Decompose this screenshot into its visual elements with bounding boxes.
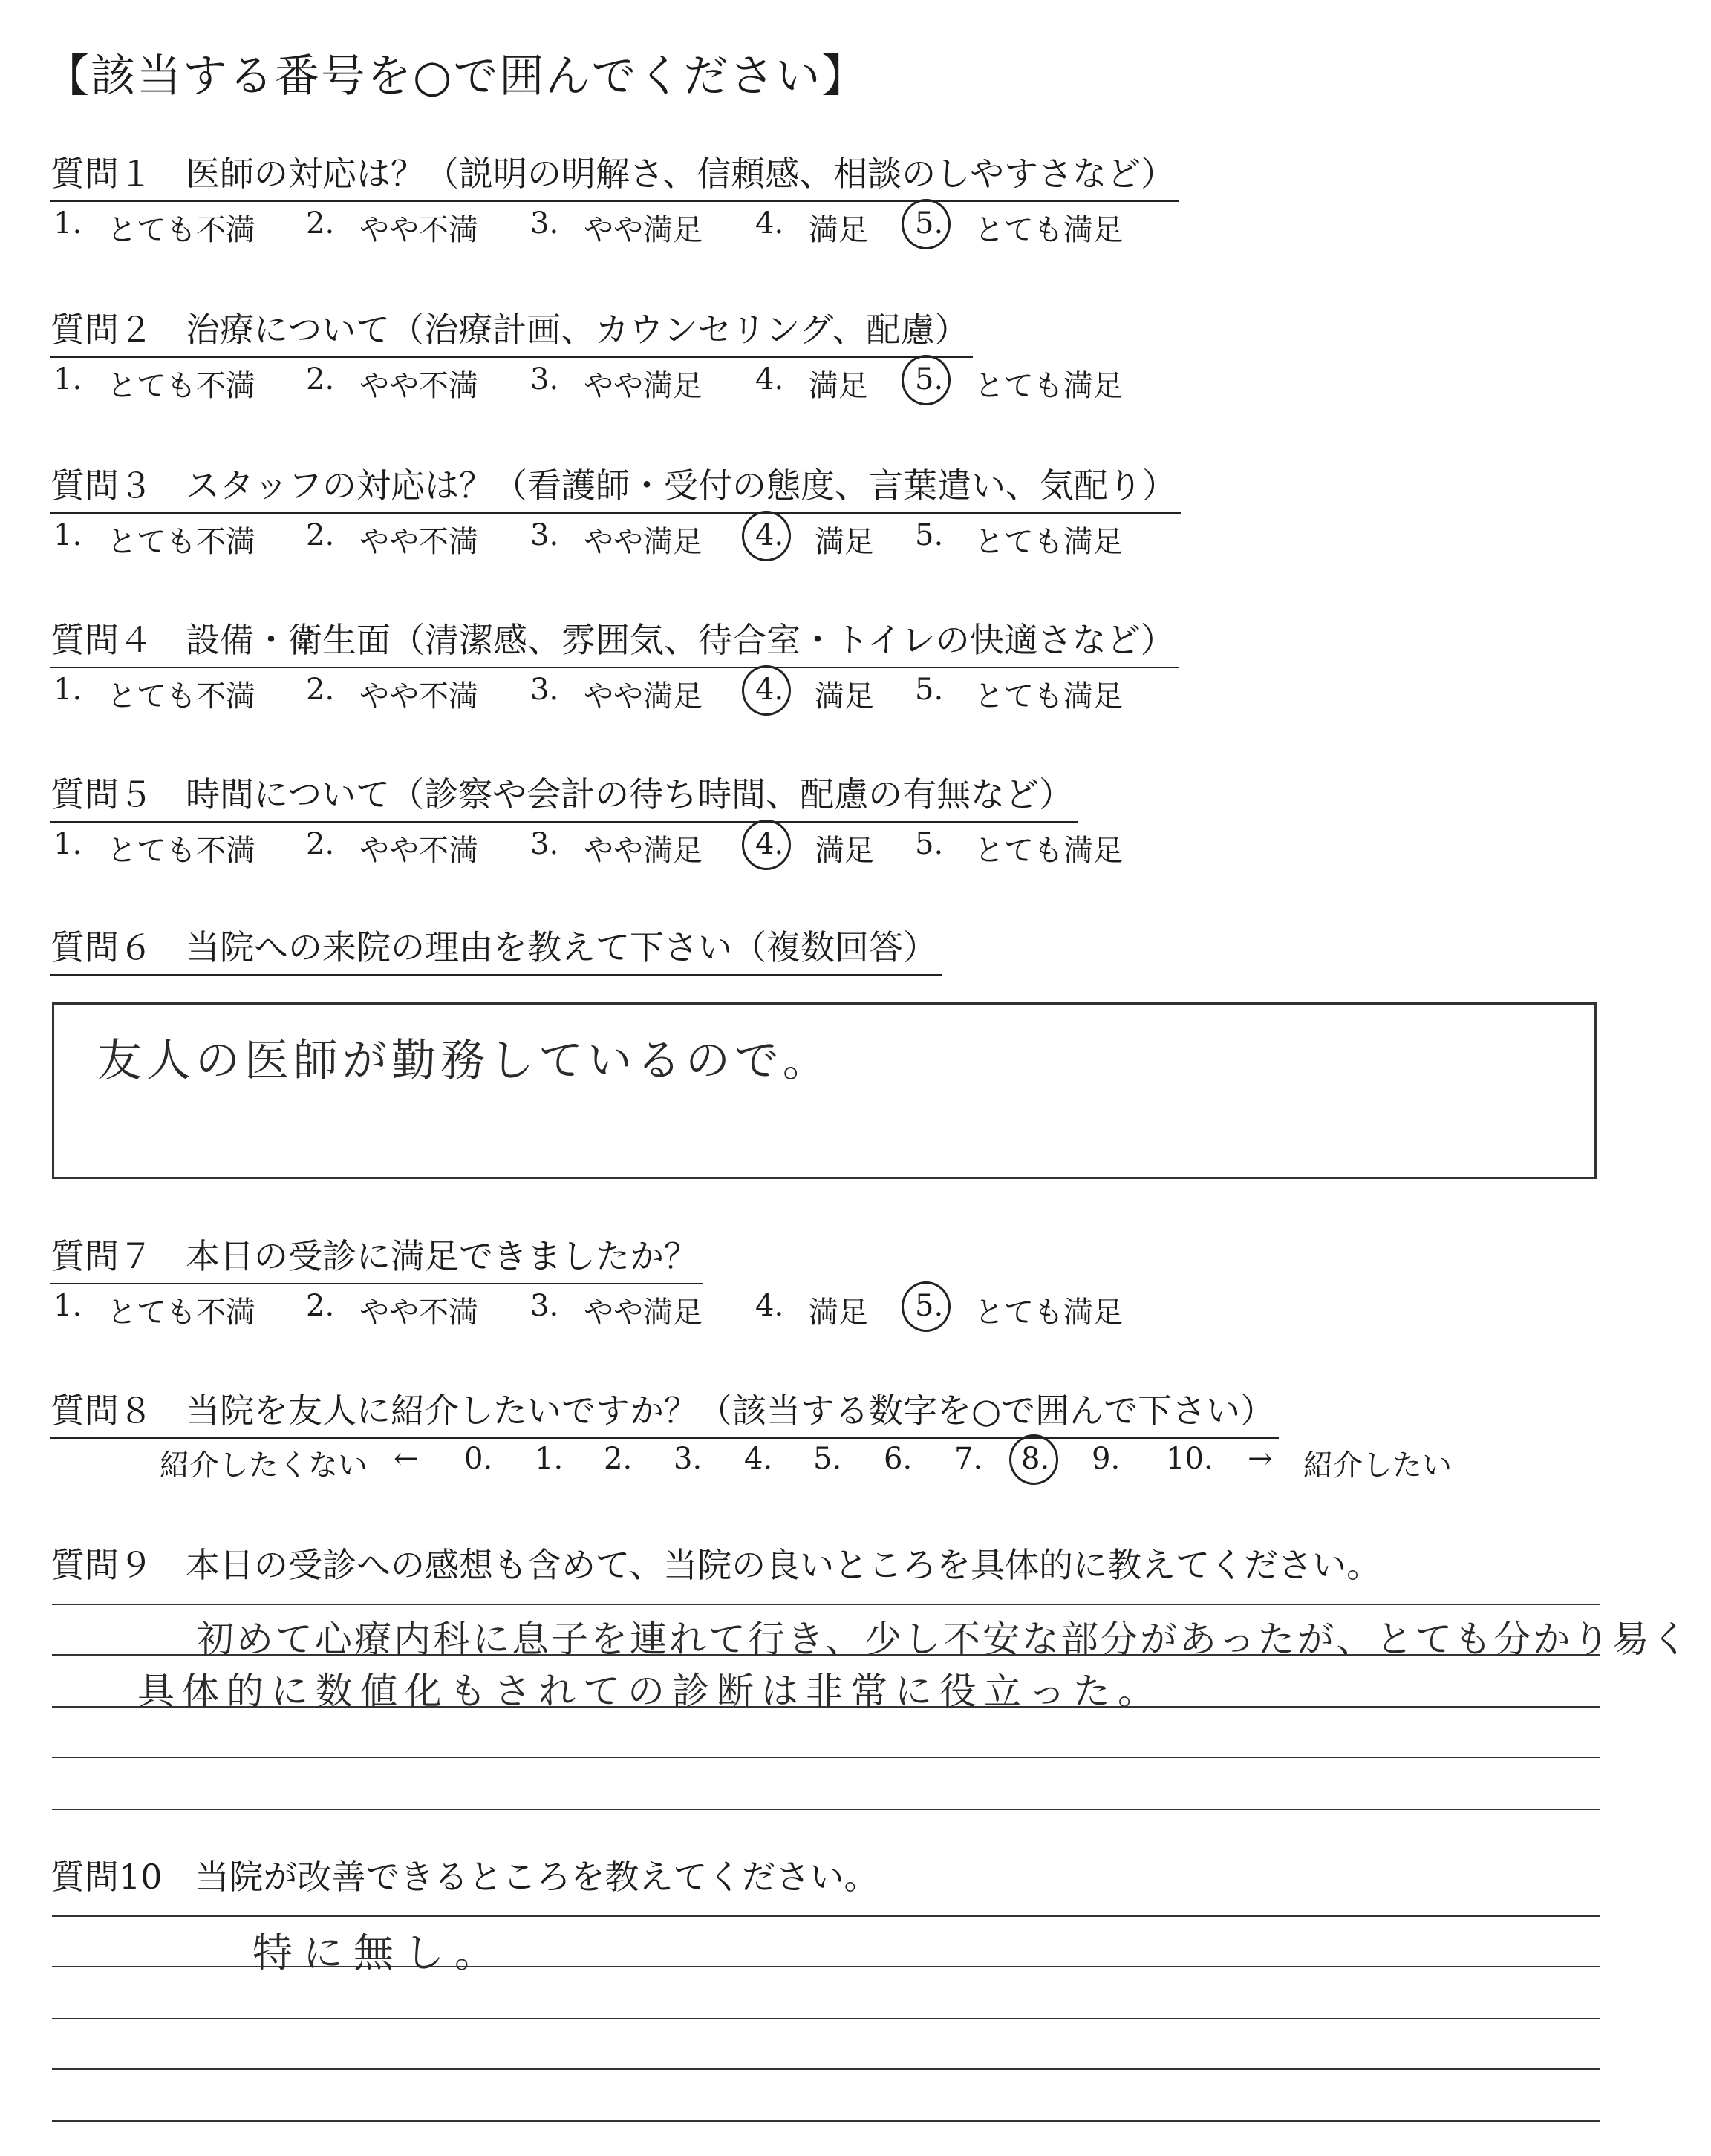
scale-option-1[interactable]: 1. <box>535 1442 564 1476</box>
question-3-underline <box>50 512 1181 514</box>
question-5-label: 質問５ <box>50 774 153 814</box>
question-5-text: 時間について（診察や会計の待ち時間、配慮の有無など） <box>186 774 1074 814</box>
answer-line <box>52 1915 1600 1917</box>
question-9-label: 質問９ <box>50 1545 153 1585</box>
question-2-text: 治療について（治療計画、カウンセリング、配慮） <box>186 310 969 350</box>
question-5-underline <box>50 821 1078 823</box>
scale-option-9[interactable]: 9. <box>1092 1442 1121 1476</box>
scale-right-arrow: → <box>1248 1442 1273 1476</box>
question-8-label: 質問８ <box>50 1391 153 1431</box>
scale-option-6[interactable]: 6. <box>884 1442 913 1476</box>
question-1-underline <box>50 200 1179 202</box>
question-3-label: 質問３ <box>50 466 153 506</box>
scale-right-label: 紹介したい <box>1303 1448 1452 1483</box>
scale-left-arrow: ← <box>394 1442 419 1476</box>
answer-line <box>52 1809 1600 1810</box>
question-7-label: 質問７ <box>50 1236 153 1276</box>
question-3 <box>50 459 1176 508</box>
answer-line <box>52 2068 1600 2070</box>
question-1-text: 医師の対応は？（説明の明解さ、信頼感、相談のしやすさなど） <box>186 154 1176 194</box>
question-2-underline <box>50 356 973 358</box>
question-6-label: 質問６ <box>50 927 153 967</box>
question-3-text: スタッフの対応は？（看護師・受付の態度、言葉遣い、気配り） <box>186 466 1176 506</box>
question-2 <box>50 303 968 352</box>
scale-option-4[interactable]: 4. <box>744 1442 773 1476</box>
scale-option-0[interactable]: 0. <box>464 1442 493 1476</box>
answer-line <box>52 2120 1600 2122</box>
question-8 <box>50 1384 1274 1433</box>
question-4-label: 質問４ <box>50 620 153 660</box>
scale-option-2[interactable]: 2. <box>604 1442 633 1476</box>
scale-option-5[interactable]: 5. <box>813 1442 842 1476</box>
form-header: 【該当する番号を○で囲んでください】 <box>45 50 868 102</box>
question-10 <box>50 1850 879 1899</box>
question-6-handwritten-answer: 友人の医師が勤務しているので。 <box>97 1035 832 1087</box>
answer-line <box>52 1757 1600 1758</box>
question-4-underline <box>50 667 1179 668</box>
question-2-label: 質問２ <box>50 310 153 350</box>
question-10-label: 質問10 <box>50 1857 163 1897</box>
answer-line <box>52 2018 1600 2019</box>
question-10-text: 当院が改善できるところを教えてください。 <box>195 1857 879 1897</box>
scale-option-3[interactable]: 3. <box>674 1442 703 1476</box>
question-6-text: 当院への来院の理由を教えて下さい（複数回答） <box>186 927 937 967</box>
scale-option-10[interactable]: 10. <box>1166 1442 1213 1476</box>
question-6-answer-box[interactable] <box>52 1002 1597 1179</box>
question-8-underline <box>50 1437 1279 1439</box>
question-8-text: 当院を友人に紹介したいですか？（該当する数字を○で囲んで下さい） <box>186 1391 1275 1431</box>
question-9-handwritten-line-1: 初めて心療内科に息子を連れて行き、少し不安な部分があったが、とても分かり易く <box>197 1618 1691 1661</box>
question-9-text: 本日の受診への感想も含めて、当院の良いところを具体的に教えてください。 <box>186 1545 1381 1585</box>
question-6 <box>50 921 937 970</box>
scale-option-7[interactable]: 7. <box>954 1442 983 1476</box>
question-7 <box>50 1229 698 1278</box>
question-1-label: 質問１ <box>50 154 153 194</box>
question-4-text: 設備・衛生面（清潔感、雰囲気、待合室・トイレの快適さなど） <box>186 620 1175 660</box>
scale-left-label: 紹介したくない <box>160 1448 368 1483</box>
question-6-underline <box>50 974 942 976</box>
question-5 <box>50 768 1073 817</box>
question-9 <box>50 1538 1381 1587</box>
question-7-underline <box>50 1283 703 1284</box>
answer-line <box>52 1604 1600 1605</box>
question-9-handwritten-line-2: 具体的に数値化もされての診断は非常に役立った。 <box>137 1670 1162 1713</box>
question-4 <box>50 613 1175 662</box>
question-10-handwritten-answer: 特に無し。 <box>252 1930 505 1976</box>
question-7-text: 本日の受診に満足できましたか？ <box>186 1236 698 1276</box>
question-1 <box>50 147 1175 196</box>
